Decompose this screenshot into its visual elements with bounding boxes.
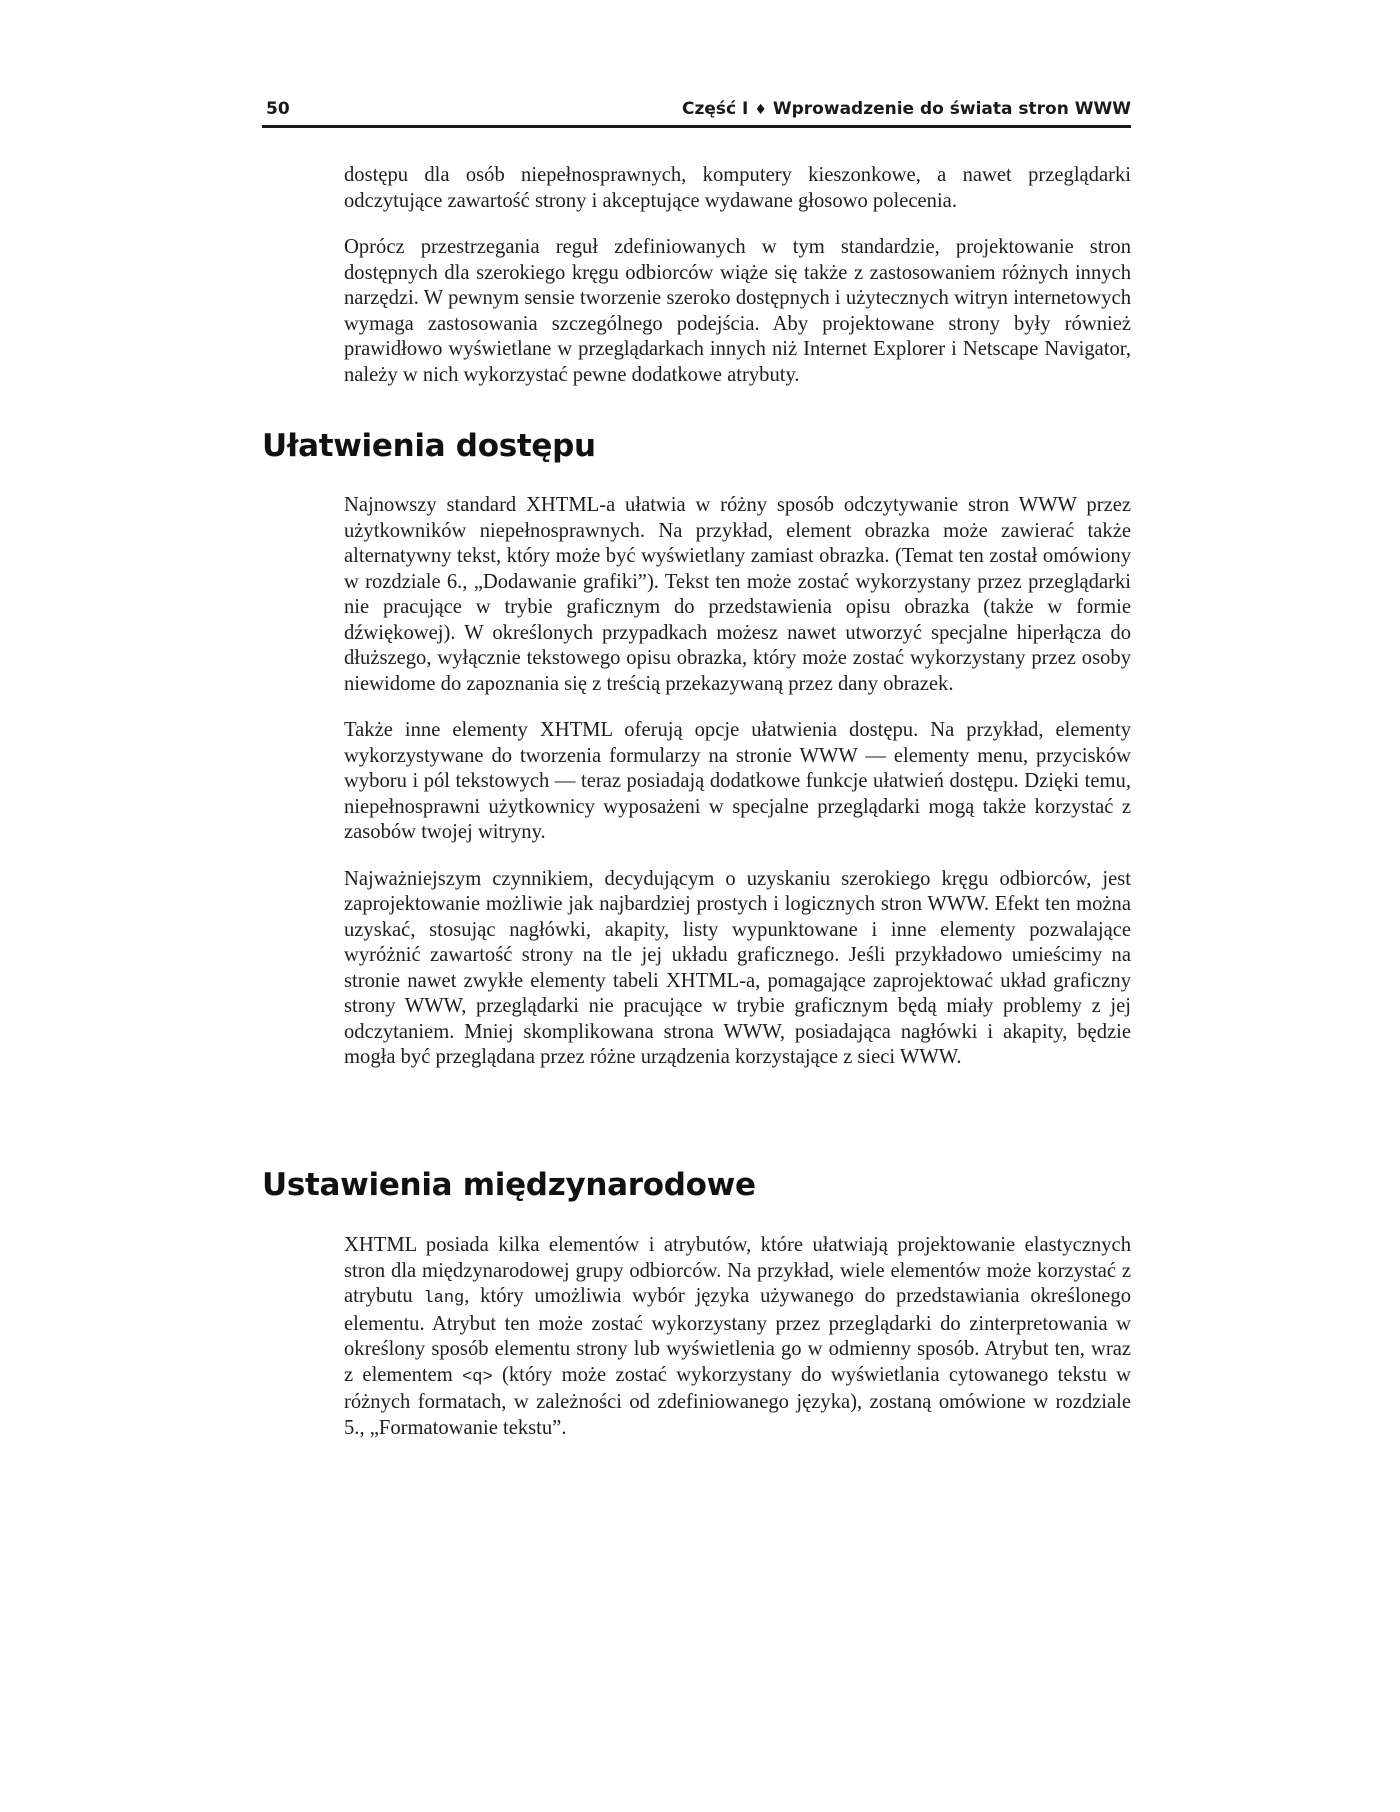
text-run: XHTML posiada kilka elementów i atrybutów, które ułatwiają projektowanie elastycznych stron dla międzynarodowej grupy odbiorców. Na przykład, wiele elementów może korzystać z atrybutu: [344, 1234, 1131, 1307]
code-lang-attribute: lang: [423, 1289, 465, 1308]
paragraph: [344, 1233, 1131, 1441]
text-run: (który może zostać wykorzystany do wyświetlania cytowanego tekstu w różnych formatach, w zależności od zdefiniowanego języka), zostaną omówione w rozdziale 5., „Formatowanie tekstu”.: [344, 1363, 1131, 1439]
running-title: [682, 99, 1131, 119]
code-q-element: <q>: [462, 1367, 493, 1387]
section-accessibility-body: [344, 493, 1131, 1092]
page-number: 50: [266, 99, 290, 119]
section-internationalization-body: [344, 1233, 1131, 1462]
paragraph: Także inne elementy XHTML oferują opcje ułatwienia dostępu. Na przykład, elementy wykorzystywane do tworzenia formularzy na stronie WWW — elementy menu, przycisków wyboru i pól tekstowych — teraz posiadają dodatkowe funkcje ułatwień dostępu. Dzięki temu, niepełnosprawni użytkownicy wyposażeni w specjalne przeglądarki mogą także korzystać z zasobów twojej witryny.: [344, 719, 1131, 843]
running-part: Część I: [681, 99, 749, 119]
paragraph: dostępu dla osób niepełnosprawnych, komputery kieszonkowe, a nawet przeglądarki odczytujące zawartość strony i akceptujące wydawane głosowo polecenia.: [344, 164, 1131, 212]
section-heading-accessibility: Ułatwienia dostępu: [262, 428, 596, 464]
running-chapter-title: Wprowadzenie do świata stron WWW: [772, 99, 1131, 119]
paragraph: Najnowszy standard XHTML-a ułatwia w różny sposób odczytywanie stron WWW przez użytkowników niepełnosprawnych. Na przykład, element obrazka może zawierać także alternatywny tekst, który może być wyświetlany zamiast obrazka. (Temat ten został omówiony w rozdziale 6., „Dodawanie grafiki”). Tekst ten może zostać wykorzystany przez przeglądarki nie pracujące w trybie graficznym do przedstawienia opisu obrazka (także w formie dźwiękowej). W określonych przypadkach możesz nawet utworzyć specjalne hiperłącza do dłuższego, wyłącznie tekstowego opisu obrazka, który może zostać wykorzystany przez osoby niewidome do zapoznania się z treścią przekazywaną przez dany obrazek.: [344, 494, 1131, 695]
section-heading-internationalization: Ustawienia międzynarodowe: [262, 1167, 756, 1203]
paragraph: Najważniejszym czynnikiem, decydującym o uzyskaniu szerokiego kręgu odbiorców, jest zaprojektowanie możliwie jak najbardziej prostych i logicznych stron WWW. Efekt ten można uzyskać, stosując nagłówki, akapity, listy wypunktowane i inne elementy pozwalające wyróżnić zawartość strony na tle jej układu graficznego. Jeśli przykładowo umieścimy na stronie nawet zwykłe elementy tabeli XHTML-a, pomagające zaprojektować układ graficzny strony WWW, przeglądarki nie pracujące w trybie graficznym będą miały problemy z jej odczytaniem. Mniej skomplikowana strona WWW, posiadająca nagłówki i akapity, będzie mogła być przeglądana przez różne urządzenia korzystające z sieci WWW.: [344, 867, 1131, 1068]
paragraph: Oprócz przestrzegania reguł zdefiniowanych w tym standardzie, projektowanie stron dostępnych dla szerokiego kręgu odbiorców wiąże się także z zastosowaniem różnych innych narzędzi. W pewnym sensie tworzenie szeroko dostępnych i użytecznych witryn internetowych wymaga zastosowania szczególnego podejścia. Aby projektowane strony były również prawidłowo wyświetlane w przeglądarkach innych niż Internet Explorer i Netscape Navigator, należy w nich wykorzystać pewne dodatkowe atrybuty.: [344, 236, 1131, 386]
page-header: [262, 99, 1131, 128]
text-run: , który umożliwia wybór języka używanego do przedstawiania określonego elementu. Atrybut ten może zostać wykorzystany przez przeglądarki do zinterpretowania w określony sposób elementu strony lub wyświetlenia go w odmienny sposób. Atrybut ten, wraz z elementem: [344, 1285, 1131, 1386]
diamond-separator-icon: ♦: [754, 102, 767, 118]
intro-text: [344, 163, 1131, 409]
